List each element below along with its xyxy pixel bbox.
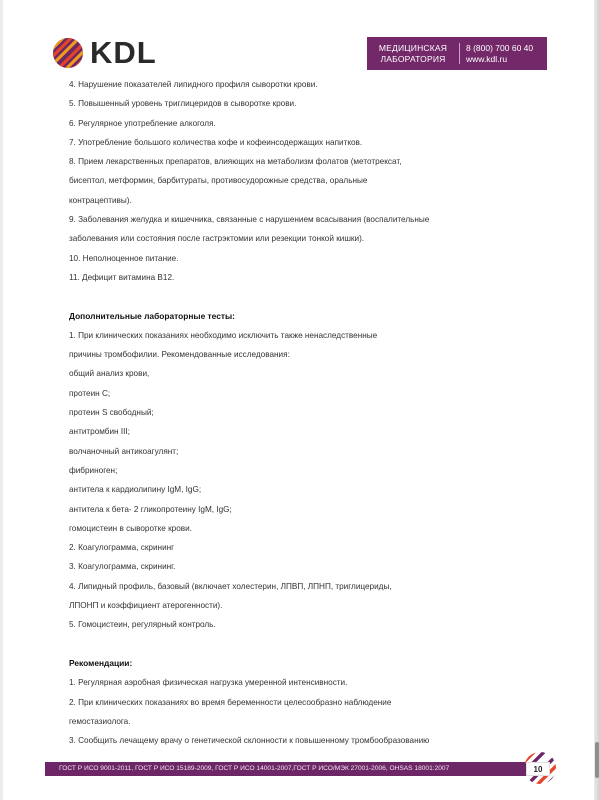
page-left-edge	[0, 0, 3, 800]
lab-title-line1: МЕДИЦИНСКАЯ	[378, 42, 448, 53]
tests-line: антитромбин III;	[69, 427, 130, 437]
tests-line: 1. При клинических показаниях необходимо исключить также ненаследственные	[69, 330, 378, 340]
factor-line: 4. Нарушение показателей липидного профиля сыворотки крови.	[69, 80, 318, 89]
tests-line: причины тромбофилии. Рекомендованные исследования:	[69, 350, 290, 360]
tests-line: антитела к кардиолипину IgM, IgG;	[69, 485, 202, 495]
tests-line: протеин С;	[69, 388, 111, 398]
recommendation-line: 1. Регулярная аэробная физическая нагрузка умеренной интенсивности.	[69, 678, 348, 688]
certifications-footer: ГОСТ Р ИСО 9001-2011, ГОСТ Р ИСО 15189-2009, ГОСТ Р ИСО 14001-2007,ГОСТ Р ИСО/МЭК 27001-2006, OHSAS 18001:2007	[45, 762, 528, 776]
factor-line: 8. Прием лекарственных препаратов, влияющих на метаболизм фолатов (метотрексат,	[69, 157, 402, 167]
tests-line: антитела к бета- 2 гликопротеину IgM, IgG;	[69, 504, 232, 514]
factor-line: бисептол, метформин, барбитураты, противосудорожные средства, оральные	[69, 176, 368, 186]
tests-line: 4. Липидный профиль, базовый (включает холестерин, ЛПВП, ЛПНП, триглицериды,	[69, 581, 392, 591]
section-gap	[69, 635, 519, 654]
factor-line: 5. Повышенный уровень триглицеридов в сыворотке крови.	[69, 99, 297, 109]
lab-contact-banner	[367, 37, 547, 70]
factor-line: заболевания или состояния после гастрэктомии или резекции тонкой кишки).	[69, 234, 365, 244]
lab-title	[367, 43, 459, 65]
recommendation-line: гемостазиолога.	[69, 716, 131, 726]
scrollbar-track[interactable]	[594, 0, 600, 800]
factor-line: контрацептивы).	[69, 195, 132, 205]
website-link[interactable]: www.kdl.ru	[466, 53, 508, 64]
tests-line: протеин S свободный;	[69, 408, 154, 418]
recommendations-heading: Рекомендации:	[69, 657, 133, 668]
kdl-logo	[52, 36, 157, 70]
factor-line: 9. Заболевания желудка и кишечника, связанные с нарушением всасывания (воспалительные	[69, 215, 430, 225]
logo-wordmark: KDL	[90, 35, 157, 70]
tests-line: гомоцистеин в сыворотке крови.	[69, 523, 192, 533]
scrollbar-thumb[interactable]	[595, 742, 599, 778]
tests-heading: Дополнительные лабораторные тесты:	[69, 310, 235, 321]
kdl-logo-icon	[52, 37, 84, 69]
phone-number[interactable]: 8 (800) 700 60 40	[466, 42, 534, 53]
factor-line: 7. Употребление большого количества кофе и кофеинсодержащих напитков.	[69, 137, 363, 147]
lab-contacts	[460, 43, 547, 65]
document-body	[69, 75, 519, 750]
tests-line: фибриноген;	[69, 465, 118, 475]
factor-line: 10. Неполноценное питание.	[69, 253, 179, 263]
factor-line: 11. Дефицит витамина В12.	[69, 272, 175, 282]
page-number: 10	[526, 762, 550, 776]
tests-line: волчаночный антикоагулянт;	[69, 446, 179, 456]
tests-line: 3. Коагулограмма, скрининг.	[69, 562, 176, 572]
tests-line: общий анализ крови,	[69, 369, 150, 379]
recommendation-line: 2. При клинических показаниях во время беременности целесообразно наблюдение	[69, 697, 392, 707]
lab-title-line2: ЛАБОРАТОРИЯ	[380, 53, 446, 64]
tests-line: ЛПОНП и коэффициент атерогенности).	[69, 601, 223, 611]
factor-line: 6. Регулярное употребление алкоголя.	[69, 118, 216, 128]
tests-line: 5. Гомоцистеин, регулярный контроль.	[69, 620, 216, 630]
tests-line: 2. Коагулограмма, скрининг	[69, 543, 175, 553]
section-gap	[69, 287, 519, 306]
recommendation-line: 3. Сообщить лечащему врачу о генетической склонности к повышенному тромбообразованию	[69, 736, 430, 746]
